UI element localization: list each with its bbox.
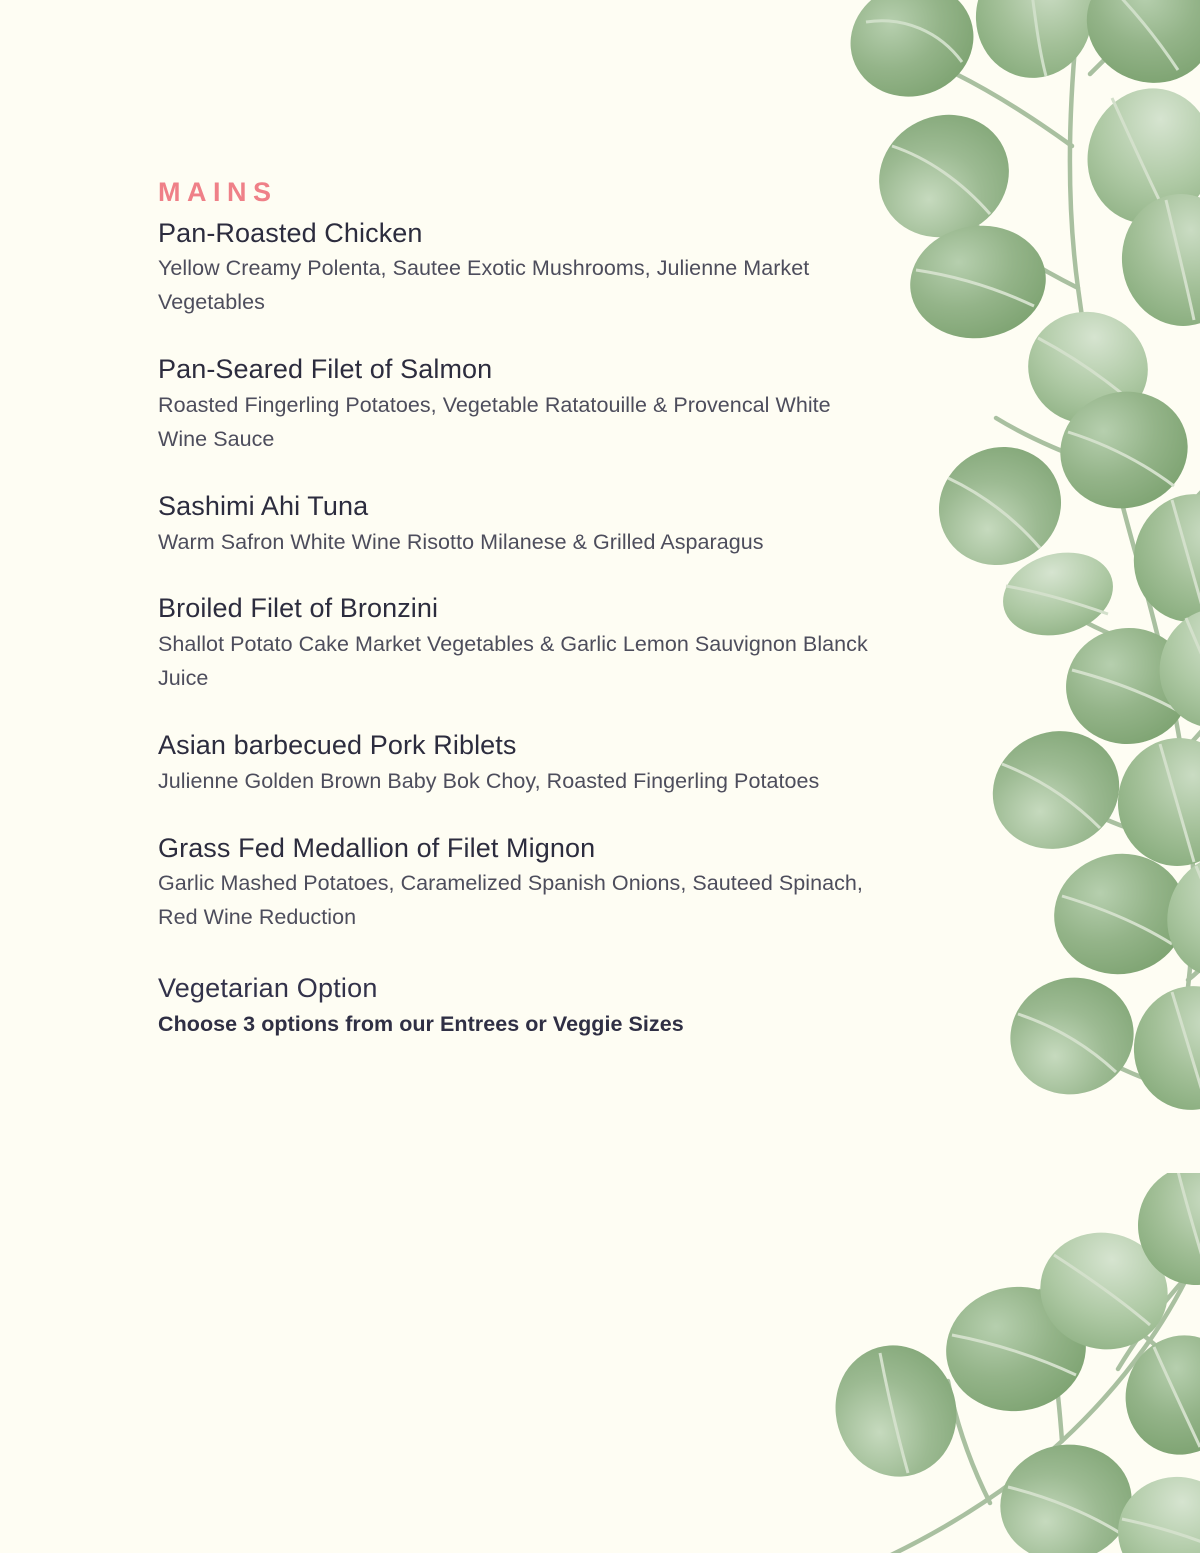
eucalyptus-branch-bottom-right-icon — [830, 1173, 1200, 1553]
menu-item-name: Vegetarian Option — [158, 973, 378, 1004]
menu-item — [158, 216, 888, 321]
menu-item-description: Julienne Golden Brown Baby Bok Choy, Roasted Fingerling Potatoes — [158, 768, 820, 793]
menu-item-description: Roasted Fingerling Potatoes, Vegetable Ratatouille & Provencal White Wine Sauce — [158, 392, 831, 451]
menu-item-name: Sashimi Ahi Tuna — [158, 490, 369, 521]
menu-content — [158, 176, 888, 1042]
section-heading-mains: MAINS — [158, 177, 278, 207]
menu-item — [158, 489, 888, 560]
menu-item-description: Warm Safron White Wine Risotto Milanese & Grilled Asparagus — [158, 529, 764, 554]
menu-item-name: Pan-Seared Filet of Salmon — [158, 354, 493, 385]
menu-item-vegetarian — [158, 971, 888, 1042]
menu-item-description: Garlic Mashed Potatoes, Caramelized Spanish Onions, Sauteed Spinach, Red Wine Reduction — [158, 871, 863, 930]
menu-item-name: Pan-Roasted Chicken — [158, 217, 423, 248]
menu-item-description: Yellow Creamy Polenta, Sautee Exotic Mushrooms, Julienne Market Vegetables — [158, 256, 810, 315]
menu-item-name: Grass Fed Medallion of Filet Mignon — [158, 832, 596, 863]
menu-item-description: Shallot Potato Cake Market Vegetables & Garlic Lemon Sauvignon Blanck Juice — [158, 632, 868, 691]
menu-item — [158, 591, 888, 696]
menu-item — [158, 352, 888, 457]
menu-item-name: Broiled Filet of Bronzini — [158, 593, 439, 624]
menu-item-name: Asian barbecued Pork Riblets — [158, 730, 517, 761]
menu-item — [158, 831, 888, 936]
menu-item — [158, 728, 888, 799]
menu-item-description: Choose 3 options from our Entrees or Veggie Sizes — [158, 1011, 684, 1036]
